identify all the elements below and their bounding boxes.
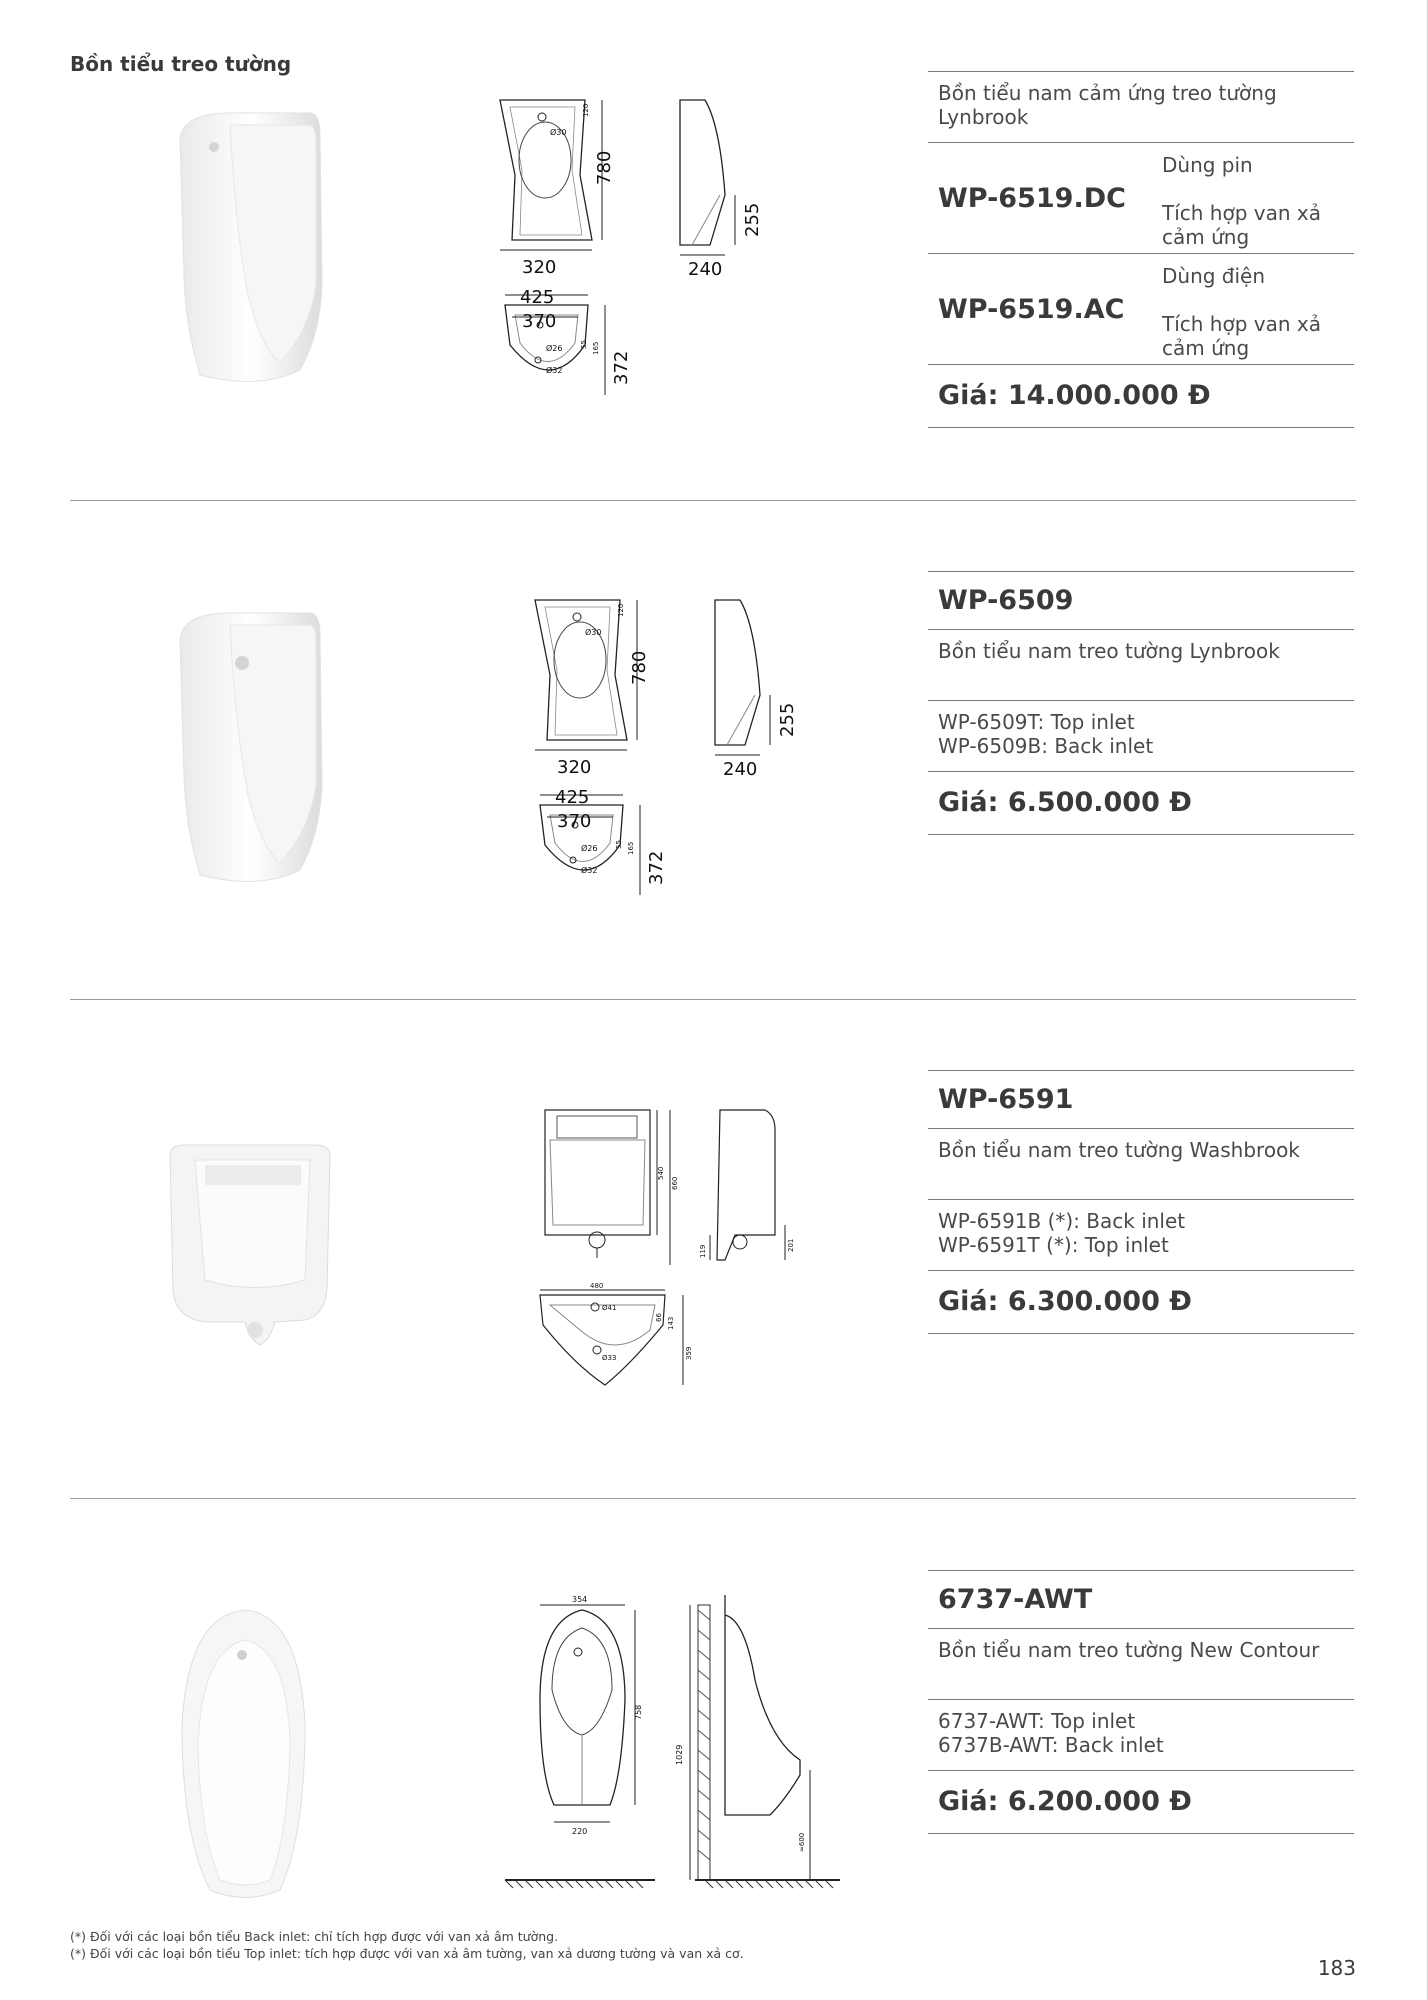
section-divider bbox=[70, 1498, 1356, 1499]
footnote-top-inlet: (*) Đối với các loại bồn tiểu Top inlet: tích hợp được với van xả âm tường, van xả dương tường và van xả cơ. bbox=[70, 1946, 744, 1961]
svg-text:143: 143 bbox=[667, 1316, 675, 1330]
product-description: Bồn tiểu nam treo tường Washbrook bbox=[928, 1128, 1354, 1199]
svg-text:≈600: ≈600 bbox=[798, 1832, 806, 1852]
svg-text:1029: 1029 bbox=[675, 1744, 684, 1765]
inlet-list bbox=[928, 700, 1354, 771]
product-code: WP-6509 bbox=[928, 571, 1354, 629]
product-info-6737awt bbox=[928, 1570, 1354, 1834]
inlet-option: 6737-AWT: Top inlet bbox=[938, 1709, 1136, 1733]
svg-text:780: 780 bbox=[594, 150, 615, 185]
svg-text:Ø26: Ø26 bbox=[546, 344, 563, 353]
svg-text:Ø30: Ø30 bbox=[585, 628, 602, 637]
technical-drawing-wp6509 bbox=[515, 595, 845, 919]
variant-note: Tích hợp van xả cảm ứng bbox=[1162, 201, 1321, 249]
inlet-option: 6737B-AWT: Back inlet bbox=[938, 1733, 1164, 1757]
svg-text:320: 320 bbox=[522, 257, 557, 278]
product-photo-wp6519 bbox=[170, 105, 340, 389]
variant-code: WP-6519.AC bbox=[938, 293, 1125, 325]
product-price: Giá: 6.200.000 Đ bbox=[928, 1770, 1354, 1834]
svg-text:66: 66 bbox=[655, 1313, 663, 1322]
svg-text:Ø30: Ø30 bbox=[550, 128, 567, 137]
product-code: WP-6591 bbox=[928, 1070, 1354, 1128]
svg-text:370: 370 bbox=[557, 811, 592, 832]
svg-text:119: 119 bbox=[699, 1244, 707, 1258]
svg-text:201: 201 bbox=[787, 1238, 795, 1252]
svg-text:480: 480 bbox=[590, 1282, 604, 1290]
product-price: Giá: 14.000.000 Đ bbox=[928, 364, 1354, 428]
svg-text:758: 758 bbox=[634, 1704, 643, 1720]
svg-text:Ø32: Ø32 bbox=[546, 366, 563, 375]
svg-text:354: 354 bbox=[572, 1595, 588, 1604]
variant-row bbox=[928, 253, 1354, 364]
product-description: Bồn tiểu nam treo tường Lynbrook bbox=[928, 629, 1354, 700]
svg-text:55: 55 bbox=[580, 340, 588, 349]
technical-drawing-wp6519 bbox=[480, 95, 810, 419]
svg-text:165: 165 bbox=[592, 341, 600, 355]
inlet-list bbox=[928, 1699, 1354, 1770]
product-info-wp6519 bbox=[928, 71, 1354, 428]
product-description: Bồn tiểu nam treo tường New Contour bbox=[928, 1628, 1354, 1699]
svg-text:Ø26: Ø26 bbox=[581, 844, 598, 853]
svg-text:165: 165 bbox=[627, 841, 635, 855]
svg-text:425: 425 bbox=[555, 787, 590, 808]
svg-text:Ø32: Ø32 bbox=[581, 866, 598, 875]
variant-note: Dùng điện bbox=[1162, 264, 1266, 288]
technical-drawing-wp6591 bbox=[535, 1100, 835, 1404]
product-photo-6737awt bbox=[170, 1605, 320, 1909]
product-price: Giá: 6.300.000 Đ bbox=[928, 1270, 1354, 1334]
inlet-option: WP-6509T: Top inlet bbox=[938, 710, 1135, 734]
section-divider bbox=[70, 500, 1356, 501]
page-number: 183 bbox=[1317, 1956, 1356, 1980]
inlet-list bbox=[928, 1199, 1354, 1270]
product-info-wp6591 bbox=[928, 1070, 1354, 1334]
svg-text:370: 370 bbox=[522, 311, 557, 332]
product-code: 6737-AWT bbox=[928, 1570, 1354, 1628]
variant-note: Tích hợp van xả cảm ứng bbox=[1162, 312, 1321, 360]
inlet-option: WP-6509B: Back inlet bbox=[938, 734, 1154, 758]
svg-text:425: 425 bbox=[520, 287, 555, 308]
product-description: Bồn tiểu nam cảm ứng treo tường Lynbrook bbox=[928, 71, 1354, 142]
product-info-wp6509 bbox=[928, 571, 1354, 835]
footnote-back-inlet: (*) Đối với các loại bồn tiểu Back inlet: chỉ tích hợp được với van xả âm tường. bbox=[70, 1929, 559, 1944]
inlet-option: WP-6591T (*): Top inlet bbox=[938, 1233, 1169, 1257]
svg-text:540: 540 bbox=[657, 1166, 665, 1180]
svg-text:255: 255 bbox=[777, 702, 798, 737]
svg-text:320: 320 bbox=[557, 757, 592, 778]
variant-code: WP-6519.DC bbox=[938, 182, 1126, 214]
product-photo-wp6509 bbox=[170, 605, 340, 889]
svg-text:240: 240 bbox=[723, 759, 758, 780]
svg-text:Ø41: Ø41 bbox=[602, 1304, 617, 1312]
technical-drawing-6737awt bbox=[500, 1590, 850, 1904]
section-title: Bồn tiểu treo tường bbox=[70, 52, 292, 76]
svg-text:Ø33: Ø33 bbox=[602, 1354, 617, 1362]
svg-text:780: 780 bbox=[629, 650, 650, 685]
variant-note: Dùng pin bbox=[1162, 153, 1253, 177]
svg-text:220: 220 bbox=[572, 1827, 588, 1836]
svg-text:372: 372 bbox=[611, 350, 632, 385]
svg-text:55: 55 bbox=[615, 840, 623, 849]
svg-text:120: 120 bbox=[582, 103, 590, 117]
variant-row bbox=[928, 142, 1354, 253]
inlet-option: WP-6591B (*): Back inlet bbox=[938, 1209, 1186, 1233]
product-photo-wp6591 bbox=[165, 1140, 340, 1369]
svg-text:255: 255 bbox=[742, 202, 763, 237]
svg-text:359: 359 bbox=[685, 1346, 693, 1360]
product-price: Giá: 6.500.000 Đ bbox=[928, 771, 1354, 835]
svg-text:120: 120 bbox=[617, 603, 625, 617]
section-divider bbox=[70, 999, 1356, 1000]
svg-text:240: 240 bbox=[688, 259, 723, 280]
svg-text:372: 372 bbox=[646, 850, 667, 885]
svg-text:660: 660 bbox=[671, 1176, 679, 1190]
